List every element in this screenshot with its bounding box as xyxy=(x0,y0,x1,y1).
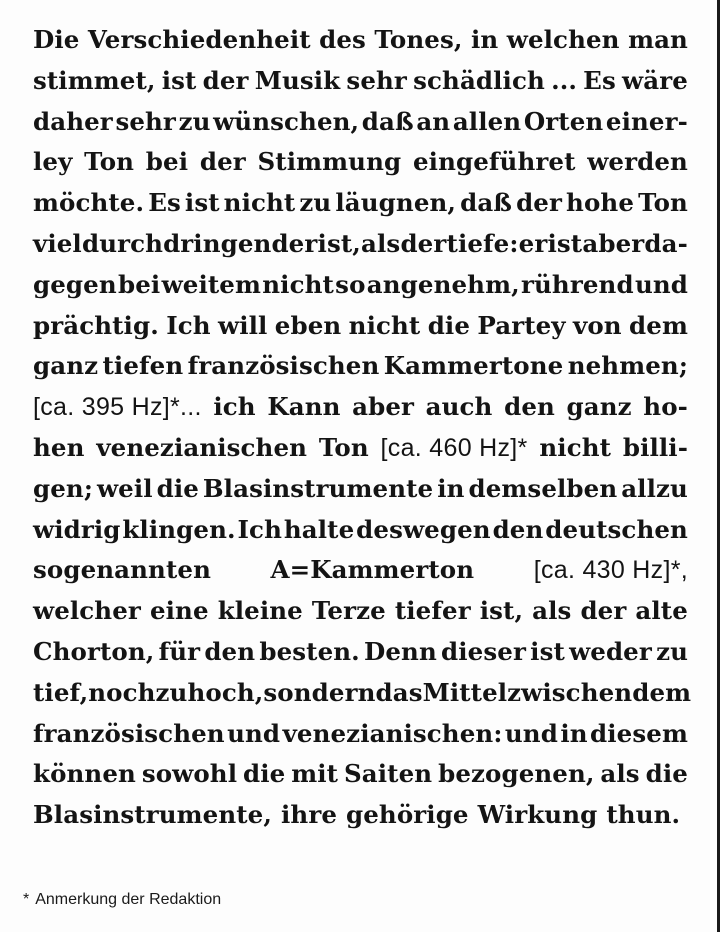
word: tiefe: xyxy=(446,228,519,258)
word: welcher xyxy=(33,596,141,626)
word: Tones, xyxy=(374,25,463,54)
text-line xyxy=(33,428,688,469)
text-line xyxy=(33,469,688,510)
word: billi- xyxy=(622,432,688,462)
word: werden xyxy=(587,147,688,177)
word: Terze xyxy=(311,596,386,626)
word: widrig xyxy=(33,514,121,544)
word: Denn xyxy=(364,636,437,666)
text-line xyxy=(33,673,692,714)
word: allen xyxy=(452,106,522,136)
word: gegen xyxy=(33,269,117,299)
word: Ton xyxy=(84,147,135,177)
text-line xyxy=(33,510,688,551)
word: gehörige xyxy=(346,800,469,830)
word: Musik xyxy=(254,65,341,95)
word: halte xyxy=(283,514,355,544)
word: der xyxy=(400,228,447,258)
word: klingen. xyxy=(122,514,236,544)
word: sogenannten xyxy=(33,555,211,585)
word: zwischen xyxy=(507,677,633,707)
word: nicht xyxy=(223,188,296,218)
word: demselben xyxy=(468,473,618,503)
word: und xyxy=(227,718,281,748)
word: die xyxy=(156,473,199,503)
word: allzu xyxy=(621,473,688,503)
word: prächtig. xyxy=(33,310,159,340)
word: der xyxy=(580,596,627,626)
word: besten. xyxy=(259,636,360,666)
word: als xyxy=(600,759,640,789)
word: daß xyxy=(361,106,414,136)
footnote-asterisk: * xyxy=(23,891,30,908)
word: man xyxy=(628,25,688,54)
word: wünschen, xyxy=(213,106,360,136)
text-line xyxy=(33,306,688,347)
word: angenehm, xyxy=(366,269,520,299)
word: den xyxy=(204,636,256,666)
text-line xyxy=(33,795,688,836)
word: A=Kammerton xyxy=(270,555,475,585)
word: ganz xyxy=(566,392,632,422)
word: dem xyxy=(629,310,688,340)
word: venezianischen: xyxy=(282,718,503,748)
word: zu xyxy=(656,636,688,666)
word: zu xyxy=(155,677,188,707)
word: ist, xyxy=(479,596,524,626)
word: die xyxy=(243,759,286,789)
text-line xyxy=(33,346,688,387)
word: hohe xyxy=(566,188,635,218)
word: Mittel xyxy=(422,677,508,707)
word: ley xyxy=(33,147,73,177)
word: und xyxy=(504,718,558,748)
word: sowohl xyxy=(141,759,238,789)
word: Stimmung xyxy=(257,147,402,177)
word: von xyxy=(573,310,622,340)
word: bezogenen, xyxy=(438,759,595,789)
text-line xyxy=(33,224,688,265)
word: hoch, xyxy=(187,677,264,707)
word: aber xyxy=(582,228,645,258)
word: noch xyxy=(88,677,156,707)
word: als xyxy=(532,596,572,626)
text-line xyxy=(33,632,688,673)
text-line xyxy=(33,183,688,224)
footnote-text: Anmerkung der Redaktion xyxy=(35,891,222,908)
word: an xyxy=(416,106,451,136)
word: der xyxy=(516,188,562,218)
word: diesem xyxy=(590,718,688,748)
word: eingeführet xyxy=(412,147,576,177)
text-line xyxy=(33,61,688,102)
word: rührend xyxy=(521,269,634,299)
word: viel xyxy=(33,228,82,258)
word: deswegen xyxy=(356,514,491,544)
word: thun. xyxy=(606,800,681,830)
word: einer- xyxy=(605,106,688,136)
word: will xyxy=(218,310,268,340)
word: französischen xyxy=(33,718,225,748)
quote-text xyxy=(33,20,692,836)
word: eben xyxy=(274,310,342,340)
editorial-insertion: [ca. 395 Hz]*... xyxy=(33,393,202,422)
word: ho- xyxy=(643,392,688,422)
word: läugnen, xyxy=(335,188,457,218)
word: tief, xyxy=(33,677,89,707)
word: wäre xyxy=(622,65,688,95)
word: venezianischen xyxy=(96,432,308,462)
editorial-insertion: [ca. 460 Hz]* xyxy=(380,433,528,462)
word: sehr xyxy=(346,65,407,95)
word: Kammertone xyxy=(383,351,564,381)
text-line xyxy=(33,20,688,61)
text-line xyxy=(33,591,688,632)
word: bei xyxy=(145,147,189,177)
word: welchen xyxy=(506,25,620,54)
word: die xyxy=(645,759,688,789)
word: durchdringender xyxy=(81,228,318,258)
word: ist, xyxy=(317,228,361,258)
word: Ich xyxy=(237,514,282,544)
word: alte xyxy=(635,596,688,626)
word: deutschen xyxy=(545,514,688,544)
word: sehr xyxy=(115,106,176,136)
word: den xyxy=(504,392,555,422)
word: das xyxy=(375,677,423,707)
word: daher xyxy=(33,106,113,136)
word: ganz xyxy=(33,351,99,381)
editorial-insertion: [ca. 430 Hz]*, xyxy=(533,556,688,585)
text-line xyxy=(33,550,688,591)
word: kleine xyxy=(217,596,303,626)
word: Partey xyxy=(477,310,566,340)
word: Es xyxy=(148,188,181,218)
word: er xyxy=(518,228,548,258)
word: in xyxy=(437,473,465,503)
word: ist xyxy=(547,228,583,258)
text-line xyxy=(33,102,688,143)
word: Chorton, xyxy=(33,636,155,666)
word: Es xyxy=(583,65,616,95)
word: tiefen xyxy=(102,351,184,381)
word: nicht xyxy=(348,310,421,340)
word: nehmen; xyxy=(567,351,688,381)
word: können xyxy=(33,759,136,789)
word: da- xyxy=(644,228,688,258)
word: weil xyxy=(96,473,153,503)
word: auch xyxy=(425,392,493,422)
word: zu xyxy=(299,188,332,218)
word: schädlich xyxy=(413,65,545,95)
word: ist xyxy=(161,65,197,95)
word: tiefer xyxy=(394,596,471,626)
text-line xyxy=(33,714,688,755)
word: Ton xyxy=(318,432,369,462)
word: den xyxy=(492,514,544,544)
word: als xyxy=(361,228,401,258)
word: zu xyxy=(178,106,211,136)
word: ist xyxy=(530,636,565,666)
word: der xyxy=(199,147,246,177)
word: möchte. xyxy=(33,188,145,218)
text-line xyxy=(33,387,688,428)
word: Wirkung xyxy=(477,800,598,830)
word: Saiten xyxy=(344,759,433,789)
footnote xyxy=(23,891,221,909)
word: nicht xyxy=(262,269,334,299)
word: ihre xyxy=(281,800,338,830)
text-line xyxy=(33,754,688,795)
word: gen; xyxy=(33,473,93,503)
word: Orten xyxy=(523,106,604,136)
word: stimmet, xyxy=(33,65,156,95)
word: hen xyxy=(33,432,85,462)
word: dem xyxy=(632,677,692,707)
text-line xyxy=(33,265,688,306)
word: und xyxy=(634,269,688,299)
word: daß xyxy=(460,188,513,218)
word: Blasinstrumente xyxy=(202,473,434,503)
word: der xyxy=(202,65,249,95)
word: für xyxy=(158,636,201,666)
word: französischen xyxy=(187,351,380,381)
word: sondern xyxy=(263,677,376,707)
word: in xyxy=(560,718,588,748)
word: ist xyxy=(184,188,220,218)
word: weitem xyxy=(161,269,261,299)
word: weder xyxy=(569,636,652,666)
word: ... xyxy=(551,65,577,95)
word: des xyxy=(319,25,366,54)
word: Kann xyxy=(267,392,341,422)
word: Ich xyxy=(166,310,211,340)
word: Verschiedenheit xyxy=(87,25,311,54)
word: eine xyxy=(149,596,209,626)
word: dieser xyxy=(441,636,526,666)
word: Blasinstrumente, xyxy=(33,800,272,830)
text-line xyxy=(33,142,688,183)
word: nicht xyxy=(539,432,612,462)
word: so xyxy=(335,269,366,299)
word: Die xyxy=(33,25,80,54)
word: Ton xyxy=(638,188,688,218)
word: ich xyxy=(213,392,256,422)
word: aber xyxy=(352,392,415,422)
word: die xyxy=(427,310,471,340)
word: mit xyxy=(291,759,339,789)
word: bei xyxy=(118,269,161,299)
word: in xyxy=(470,25,499,54)
